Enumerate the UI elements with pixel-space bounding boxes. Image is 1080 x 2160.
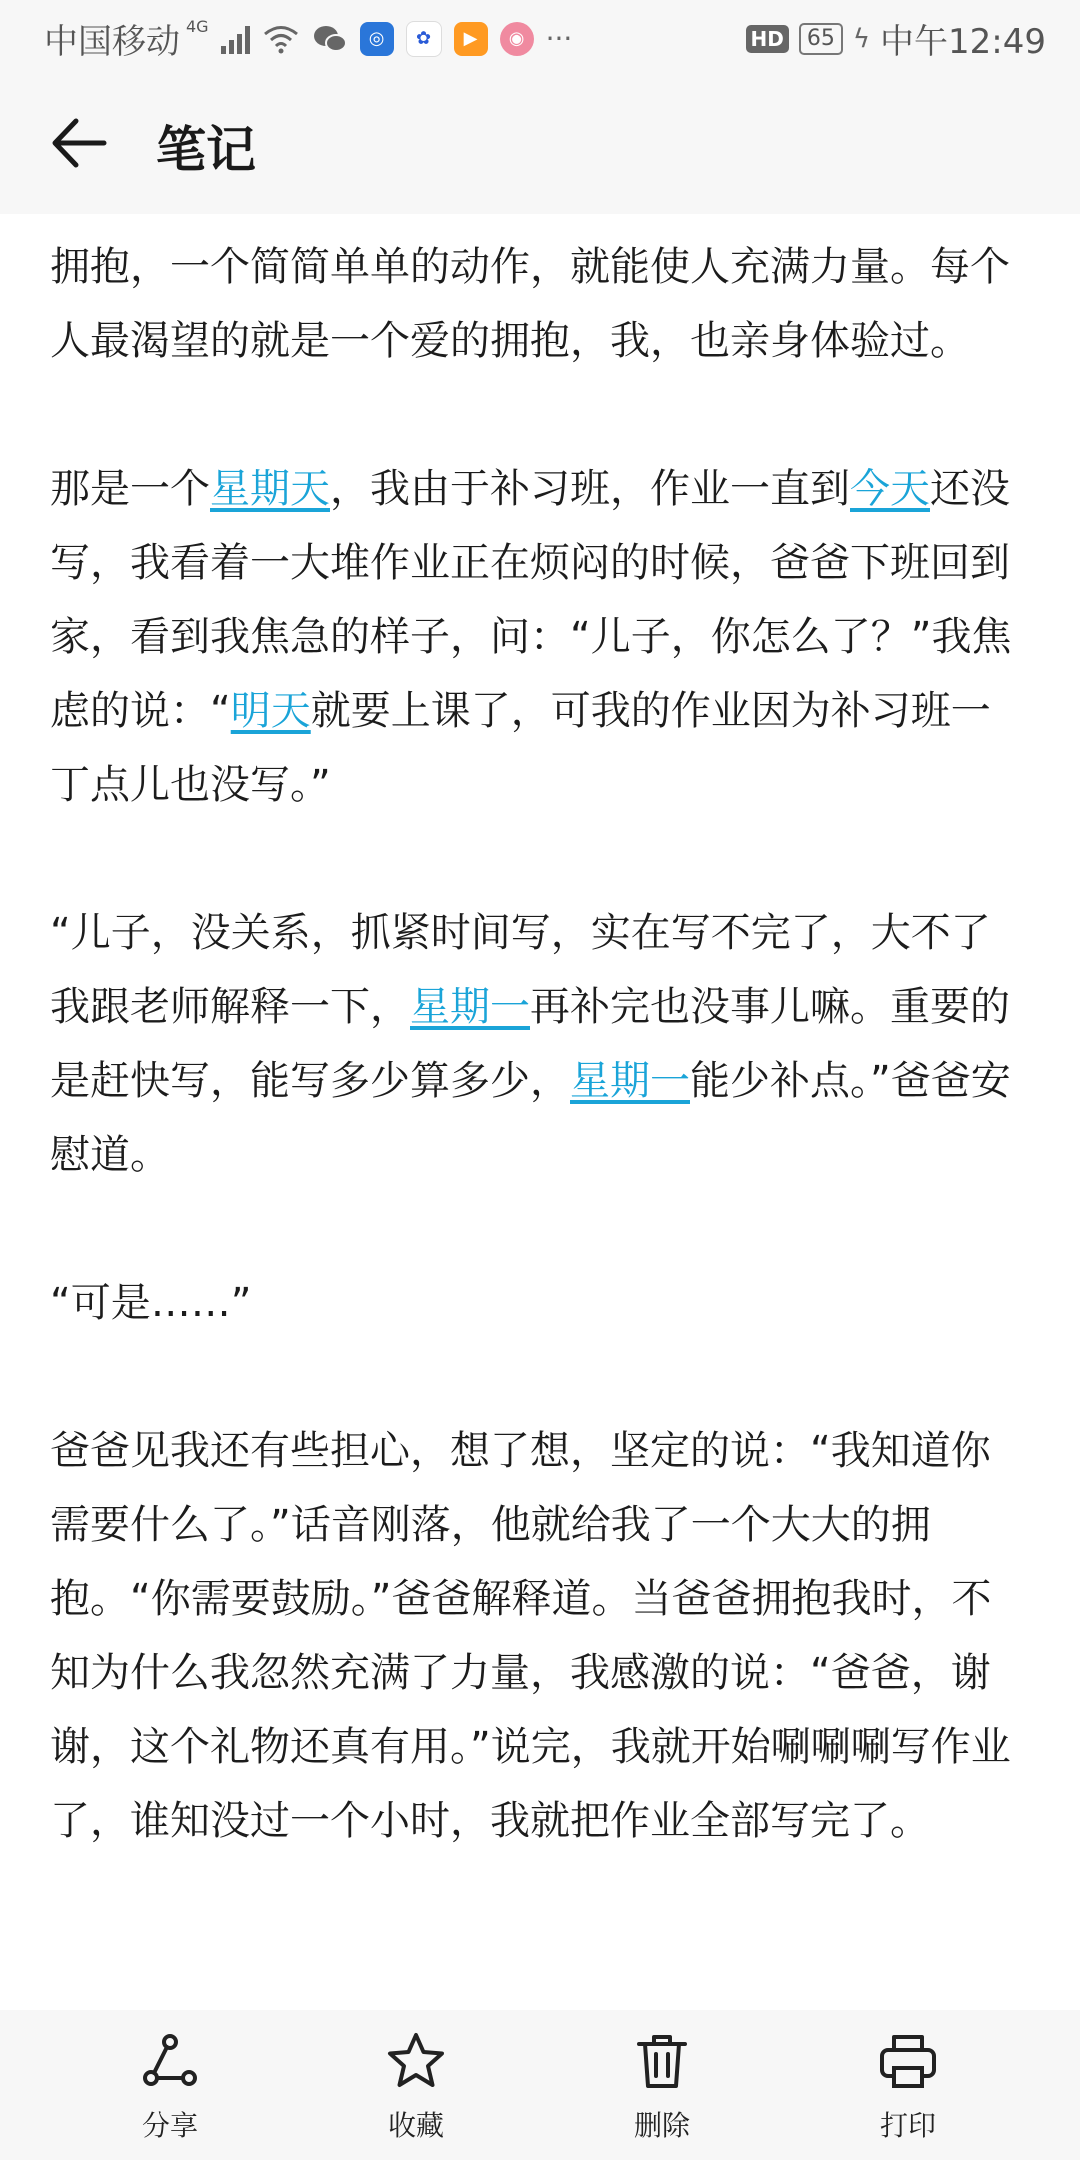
wifi-icon [262, 24, 300, 54]
baidu-icon: ✿ [406, 21, 442, 57]
delete-label: 删除 [633, 2109, 690, 2142]
share-icon [139, 2030, 201, 2092]
print-label: 打印 [879, 2109, 936, 2142]
favorite-label: 收藏 [387, 2109, 444, 2142]
paragraph-3 [50, 896, 1030, 1192]
text-segment: ，我由于补习班，作业一直到 [330, 466, 850, 512]
star-icon [385, 2030, 447, 2092]
text-segment: 能少补点。”爸爸安慰道。 [50, 1058, 1011, 1178]
paragraph-5: 爸爸见我还有些担心，想了想，坚定的说：“我知道你需要什么了。”话音刚落，他就给我了一个大大的拥抱。“你需要鼓励。”爸爸解释道。当爸爸拥抱我时，不知为什么我忽然充满了力量，我感激的说：“爸爸，谢谢，这个礼物还真有用。”说完，我就开始唰唰唰写作业了，谁知没过一个小时，我就把作业全部写完了。 [50, 1428, 1011, 1844]
app-bar [0, 72, 1080, 214]
text-segment: 那是一个 [50, 466, 210, 512]
date-link-monday-2[interactable]: 星期一 [570, 1058, 690, 1104]
paragraph-1: 拥抱，一个简简单单的动作，就能使人充满力量。每个人最渴望的就是一个爱的拥抱，我，也亲身体验过。 [50, 244, 1010, 364]
text-segment: 还没写，我看着一大堆作业正在烦闷的时候，爸爸下班回到家，看到我焦急的样子，问：“儿子，你怎么了？”我焦虑的说：“ [50, 466, 1012, 734]
date-link-monday[interactable]: 星期一 [410, 984, 530, 1030]
back-button[interactable] [46, 108, 116, 178]
date-link-tomorrow[interactable]: 明天 [230, 688, 311, 734]
text-segment: 再补完也没事儿嘛。重要的是赶快写，能写多少算多少， [50, 984, 1010, 1104]
status-bar [0, 0, 1080, 72]
wechat-icon [312, 23, 348, 55]
share-button[interactable] [90, 2030, 250, 2144]
bottom-action-bar [0, 2010, 1080, 2160]
status-time: 中午12:49 [880, 22, 1046, 62]
text-segment: “儿子，没关系，抓紧时间写，实在写不完了，大不了我跟老师解释一下， [50, 910, 991, 1030]
share-label: 分享 [141, 2109, 198, 2142]
note-content [50, 230, 1030, 1932]
charging-icon: ϟ [852, 23, 871, 54]
video-app-icon: ▶ [454, 22, 488, 56]
date-link-sunday[interactable]: 星期天 [210, 466, 330, 512]
printer-icon [877, 2030, 939, 2092]
status-left [44, 14, 572, 63]
podcast-app-icon: ◉ [500, 22, 534, 56]
hd-badge: HD [746, 25, 789, 53]
paragraph-2 [50, 452, 1030, 822]
page-title: 笔记 [156, 121, 256, 179]
battery-icon: 65 [799, 23, 843, 55]
network-type: 4G [186, 17, 209, 36]
more-notifications-icon: ··· [545, 22, 573, 55]
status-right [746, 14, 1046, 63]
print-button[interactable] [828, 2030, 988, 2144]
qq-browser-icon: ◎ [360, 22, 394, 56]
signal-icon [221, 24, 250, 54]
favorite-button[interactable] [336, 2030, 496, 2144]
date-link-today[interactable]: 今天 [850, 466, 930, 512]
paragraph-4: “可是……” [50, 1280, 252, 1326]
delete-button[interactable] [582, 2030, 742, 2144]
text-segment: 就要上课了，可我的作业因为补习班一丁点儿也没写。” [50, 688, 991, 808]
trash-icon [631, 2030, 693, 2092]
carrier-label: 中国移动 [44, 22, 180, 62]
back-arrow-icon [46, 108, 116, 178]
